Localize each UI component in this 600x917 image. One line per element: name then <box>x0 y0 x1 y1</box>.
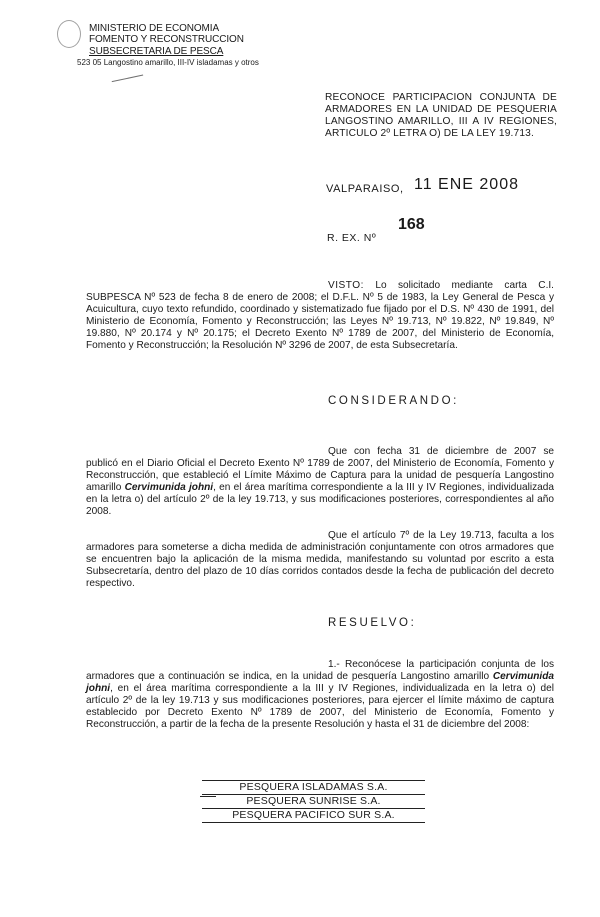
visto-text: Lo solicitado mediante carta C.I. SUBPESCA Nº 523 de fecha 8 de enero de 2008; el D.F.L. Nº 5 de 1983, la Ley General de Pesca y Acuicultura, cuyo texto refundido, coordinado y sistematizado fue fijado por el D.S. Nº 430 de 1991, del Ministerio de Economía, Fomento y Reconstrucción; las Leyes Nº 19.713, Nº 19.822, Nº 19.849, Nº 19.880, Nº 20.174 y Nº 20.175; el Decreto Exento Nº 1789 de 2007, del Ministerio de Economía, Fomento y Reconstrucción; la Resolución Nº 3296 de 2007, de esta Subsecretaría. <box>86 280 554 351</box>
considerando-2-text: Que el artículo 7º de la Ley 19.713, faculta a los armadores para someterse a dicha medida de administración conjuntamente con otros armadores que se encuentren bajo la aplicación de la misma medida, manifestando su voluntad por escrito a esta Subsecretaría, dentro del plazo de 10 días corridos contados desde la fecha de publicación del decreto respectivo. <box>86 530 554 589</box>
considerando-heading: CONSIDERANDO: <box>328 395 459 407</box>
ministry-name: MINISTERIO DE ECONOMIA <box>89 23 220 34</box>
visto-paragraph <box>86 280 554 351</box>
company-row: PESQUERA PACIFICO SUR S.A. <box>202 809 425 823</box>
considerando-paragraph-2 <box>86 530 554 590</box>
date-stamp: 11 ENE 2008 <box>414 176 519 193</box>
companies-table <box>202 780 425 823</box>
resolution-number: 168 <box>398 216 425 233</box>
company-row: PESQUERA SUNRISE S.A. <box>202 795 425 809</box>
resuelvo-paragraph-1 <box>86 659 554 730</box>
resuelvo-heading: RESUELVO: <box>328 617 417 629</box>
table-margin-mark <box>200 796 216 797</box>
considerando-paragraph-1 <box>86 446 554 517</box>
ministry-subtitle: FOMENTO Y RECONSTRUCCION <box>89 34 244 45</box>
ministry-seal-stamp <box>57 20 81 48</box>
visto-lead: VISTO: <box>328 280 364 291</box>
place-label: VALPARAISO, <box>326 183 404 195</box>
considerando-1-text-a: Que con fecha 31 de diciembre de 2007 se publicó en el Diario Oficial el Decreto Exento Nº 1789 de 2007, del Ministerio de Economía, Fomento y Reconstrucción, que estableció el Límite Máximo de Captura para la unidad de pesquería Langostino amarillo <box>86 446 554 493</box>
species-name: Cervimunida johni <box>86 670 554 694</box>
file-reference: 523 05 Langostino amarillo, III-IV isladamas y otros <box>77 58 259 67</box>
species-name: Cervimunida johni <box>124 481 214 493</box>
company-row: PESQUERA ISLADAMAS S.A. <box>202 781 425 795</box>
document-subject: RECONOCE PARTICIPACION CONJUNTA DE ARMADORES EN LA UNIDAD DE PESQUERIA LANGOSTINO AMARILLO, III A IV REGIONES, ARTICULO 2º LETRA O) DE LA LEY 19.713. <box>325 92 557 139</box>
resuelvo-1-text-b: , en el área marítima correspondiente a la III y IV Regiones, individualizada en la letra o) del artículo 2º de la ley 19.713 y sus modificaciones posteriores, para ejercer el límite máximo de captura establecido por Decreto Exento Nº 1789 de 2007, del Ministerio de Economía, Fomento y Reconstrucción, a partir de la fecha de la presente Resolución y hasta el 31 de diciembre del 2008: <box>86 682 554 730</box>
considerando-1-text-b: , en el área marítima correspondiente a la III y IV Regiones, individualizada en la letra o) del artículo 2º de la ley 19.713, y sus modificaciones posteriores, correspondientes al año 2008. <box>86 481 554 517</box>
resuelvo-1-text-a: 1.- Reconócese la participación conjunta de los armadores que a continuación se indica, en la unidad de pesquería Langostino amarillo <box>86 659 554 682</box>
resolution-label: R. EX. Nº <box>327 232 377 244</box>
subsecretaria-name: SUBSECRETARIA DE PESCA <box>89 46 224 57</box>
